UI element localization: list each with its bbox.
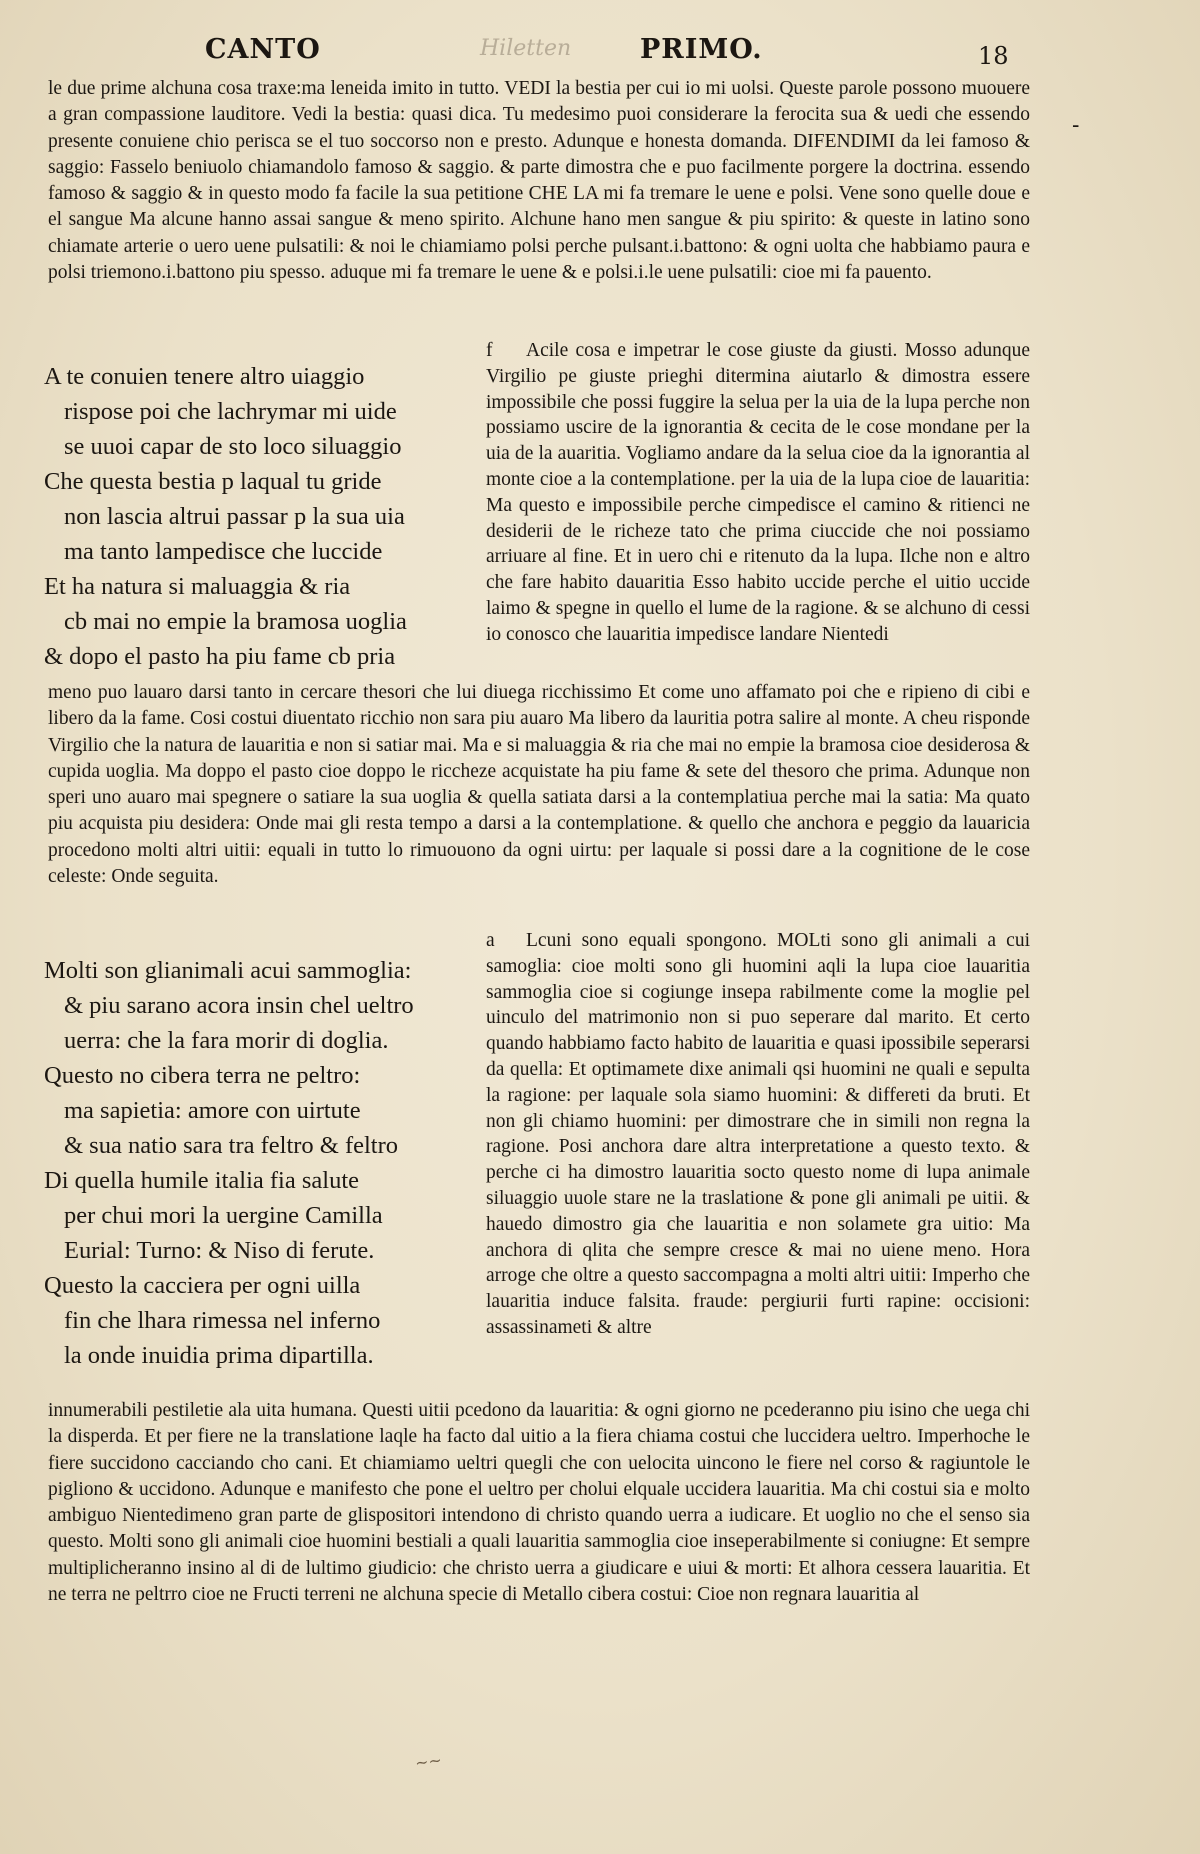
verse-block-1 — [44, 359, 474, 674]
gloss-block-1 — [486, 338, 1030, 648]
verse-line: ma tanto lampedisce che luccide — [64, 538, 383, 565]
verse-line: fin che lhara rimessa nel inferno — [64, 1307, 381, 1334]
margin-dash-mark: - — [1072, 113, 1080, 138]
gloss-text: Acile cosa e impetrar le cose giuste da giusti. Mosso adunque Virgilio pe giuste prieghi ditermina aiutarlo & dimostra essere impossibile che possi fuggire la selua per la uia de la lupa perche non possiamo uscire de la ignorantia & cecita de le cose mondane per la uia de la auaritia. Vogliamo andare da la selua cioe da la ignorantia al monte cioe a la contemplatione. per la uia de la lupa cioe de lauaritia: Ma questo e impossibile perche cimpedisce el camino & ritienci ne desiderii de le richeze tato che prima ciuccide che noi possiamo arriuare al fine. Et in uero chi e ritenuto da la lupa. Ilche non e altro che fare habito dauaritia Esso habito uccide perche el uitio uccide laimo & spegne in quello el lume de la ragione. & se alchuno di cessi io conosco che lauaritia impedisce landare Nientedi — [486, 340, 1030, 645]
folio-number: 18 — [978, 42, 1009, 70]
verse-line: Molti son glianimali acui sammoglia: — [44, 957, 412, 984]
verse-line: & sua natio sara tra feltro & feltro — [64, 1132, 399, 1159]
gloss-initial: f — [486, 340, 493, 361]
running-head-canto: CANTO — [205, 34, 321, 65]
verse-line: non lascia altrui passar p la sua uia — [64, 503, 405, 530]
verse-line: & dopo el pasto ha piu fame cb pria — [44, 643, 396, 670]
verse-line: per chui mori la uergine Camilla — [64, 1202, 383, 1229]
verse-line: & piu sarano acora insin chel ueltro — [64, 992, 414, 1019]
gloss-text: Lcuni sono equali spongono. MOLti sono gli animali a cui samoglia: cioe molti sono gli huomini aqli la lupa cioe lauaritia sammoglia cioe si cogiunge insepa rabilmente come la moglie pel uinculo del matrimonio non si puo seperare dal marito. Et certo quando habbiamo facto habito de lauaritia e quasi ipossibile seperarsi da quella: Et optimamete dixe animali qsi huomini ne quali e sepulta la ragione: per laquale sola siamo huomini: & differeti da bruti. Et non gli chiamo huomini: per dimostrare che in simili non regna la ragione. Posi anchora dare altra interpretatione a questo texto. & perche ci ha dimostro lauaritia socto questo nome di lupa animale siluaggio uuole stare ne la traslatione & pone gli animali pe uitii. & hauedo dimostro gia che lauaritia e non solamete gra uitio: Ma anchora di qlita che sempre cresce & mai no uiene meno. Hora arroge che oltre a questo saccompagna a molti altri uitii: Imperho che lauaritia induce falsita. fraude: pergiurii furti rapine: occisioni: assassinameti & altre — [486, 930, 1030, 1338]
verse-block-2 — [44, 953, 474, 1373]
commentary-middle: meno puo lauaro darsi tanto in cercare thesori che lui diuega ricchissimo Et come uno affamato poi che e ripieno di cibi e libero da la fame. Cosi costui diuentato ricchio non sara piu auaro Ma libero da lauritia potra salire al monte. A cheu risponde Virgilio che la natura de lauaritia e non si satiar mai. Ma e si maluaggia & ria che mai no empie la bramosa cioe desiderosa & cupida uoglia. Ma doppo el pasto cioe doppo le riccheze acquistate ha piu fame & sete del thesoro che prima. Adunque non speri uno auaro mai spegnere o satiare la sua uoglia & quella satiata darsi a la contemplatiua perche mai la satia: Ma quato piu acquista piu desidera: Onde mai gli resta tempo a darsi a la contemplatione. & quello che anchora e peggio da lauaricia procedono molti altri uitii: equali in tutto lo rimuouono da ogni uirtu: per laquale si possi dare a la cognitione de le cose celeste: Onde seguita. — [48, 682, 1030, 888]
verse-line: Eurial: Turno: & Niso di ferute. — [64, 1237, 375, 1264]
verse-line: la onde inuidia prima dipartilla. — [64, 1342, 374, 1369]
verse-line: Di quella humile italia fia salute — [44, 1167, 359, 1194]
verse-line: Questo la cacciera per ogni uilla — [44, 1272, 361, 1299]
verse-line: cb mai no empie la bramosa uoglia — [64, 608, 407, 635]
running-head-faded-stamp: Hiletten — [480, 36, 572, 61]
running-head-primo: PRIMO. — [640, 34, 763, 65]
verse-line: uerra: che la fara morir di doglia. — [64, 1027, 389, 1054]
verse-line: Questo no cibera terra ne peltro: — [44, 1062, 361, 1089]
verse-line: Che questa bestia p laqual tu gride — [44, 468, 382, 495]
commentary-top: le due prime alchuna cosa traxe:ma leneida imito in tutto. VEDI la bestia per cui io mi uolsi. Queste parole possono muouere a gran compassione lauditore. Vedi la bestia: quasi dica. Tu medesimo puoi considerare la ferocita sua & uedi che essendo presente conuiene chio perisca se el tuo soccorso non e presto. Adunque e honesta domanda. DIFENDIMI da lei famoso & saggio: Fasselo beniuolo chiamandolo famoso & saggio. & parte dimostra che e puo facilmente porgere la doctrina. essendo famoso & saggio & in questo modo fa facile la sua petitione CHE LA mi fa tremare le uene e polsi. Vene sono quelle doue e el sangue Ma alcune hanno assai sangue & meno spirito. Alchune hano men sangue & piu spirito: & queste in latino sono chiamate arterie o uero uene pulsatili: & noi le chiamiamo polsi perche pulsant.i.battono: & ogni uolta che habbiamo paura e polsi triemono.i.battono piu spesso. aduque mi fa tremare le uene & e polsi.i.le uene pulsatili: cioe mi fa pauento. — [48, 78, 1030, 284]
gloss-initial: a — [486, 930, 495, 951]
ink-flourish-mark: ~~ — [413, 1750, 444, 1773]
verse-line: Et ha natura si maluaggia & ria — [44, 573, 351, 600]
verse-line: se uuoi capar de sto loco siluaggio — [64, 433, 402, 460]
verse-line: A te conuien tenere altro uiaggio — [44, 363, 365, 390]
gloss-block-2 — [486, 928, 1030, 1341]
commentary-bottom: innumerabili pestiletie ala uita humana. Questi uitii pcedono da lauaritia: & ogni giorno ne pcederanno piu isino che uega chi la disperda. Et per fiere ne la translatione laqle ha facto dal uitio a la fiera chiama costui che luccidera ueltro. Imperhoche le fiere succidono cacciando cho cani. Et chiamiamo ueltri quegli che con uelocita uincono le fiere nel corso & ragiuntole le pigliono & uccidono. Adunque e manifesto che pone el ueltro per cholui elquale uccidera lauaritia. Ma chi costui sia e molto ambiguo Nientedimeno gran parte de glispositori intendono di christo quando uerra a iudicare. Et uoglio no che el senso sia questo. Molti sono gli animali cioe huomini bestiali a quali lauaritia sammoglia cioe inseperabilmente si coniugne: Et sempre multiplicheranno insino al di de lultimo giudicio: che christo uerra a giudicare e uiui & morti: Et alhora cessera lauaritia. Et ne terra ne peltrro cioe ne Fructi terreni ne alchuna specie di Metallo cibera costui: Cioe non regnara lauaritia al — [48, 1400, 1030, 1606]
verse-line: ma sapietia: amore con uirtute — [64, 1097, 361, 1124]
verse-line: rispose poi che lachrymar mi uide — [64, 398, 397, 425]
